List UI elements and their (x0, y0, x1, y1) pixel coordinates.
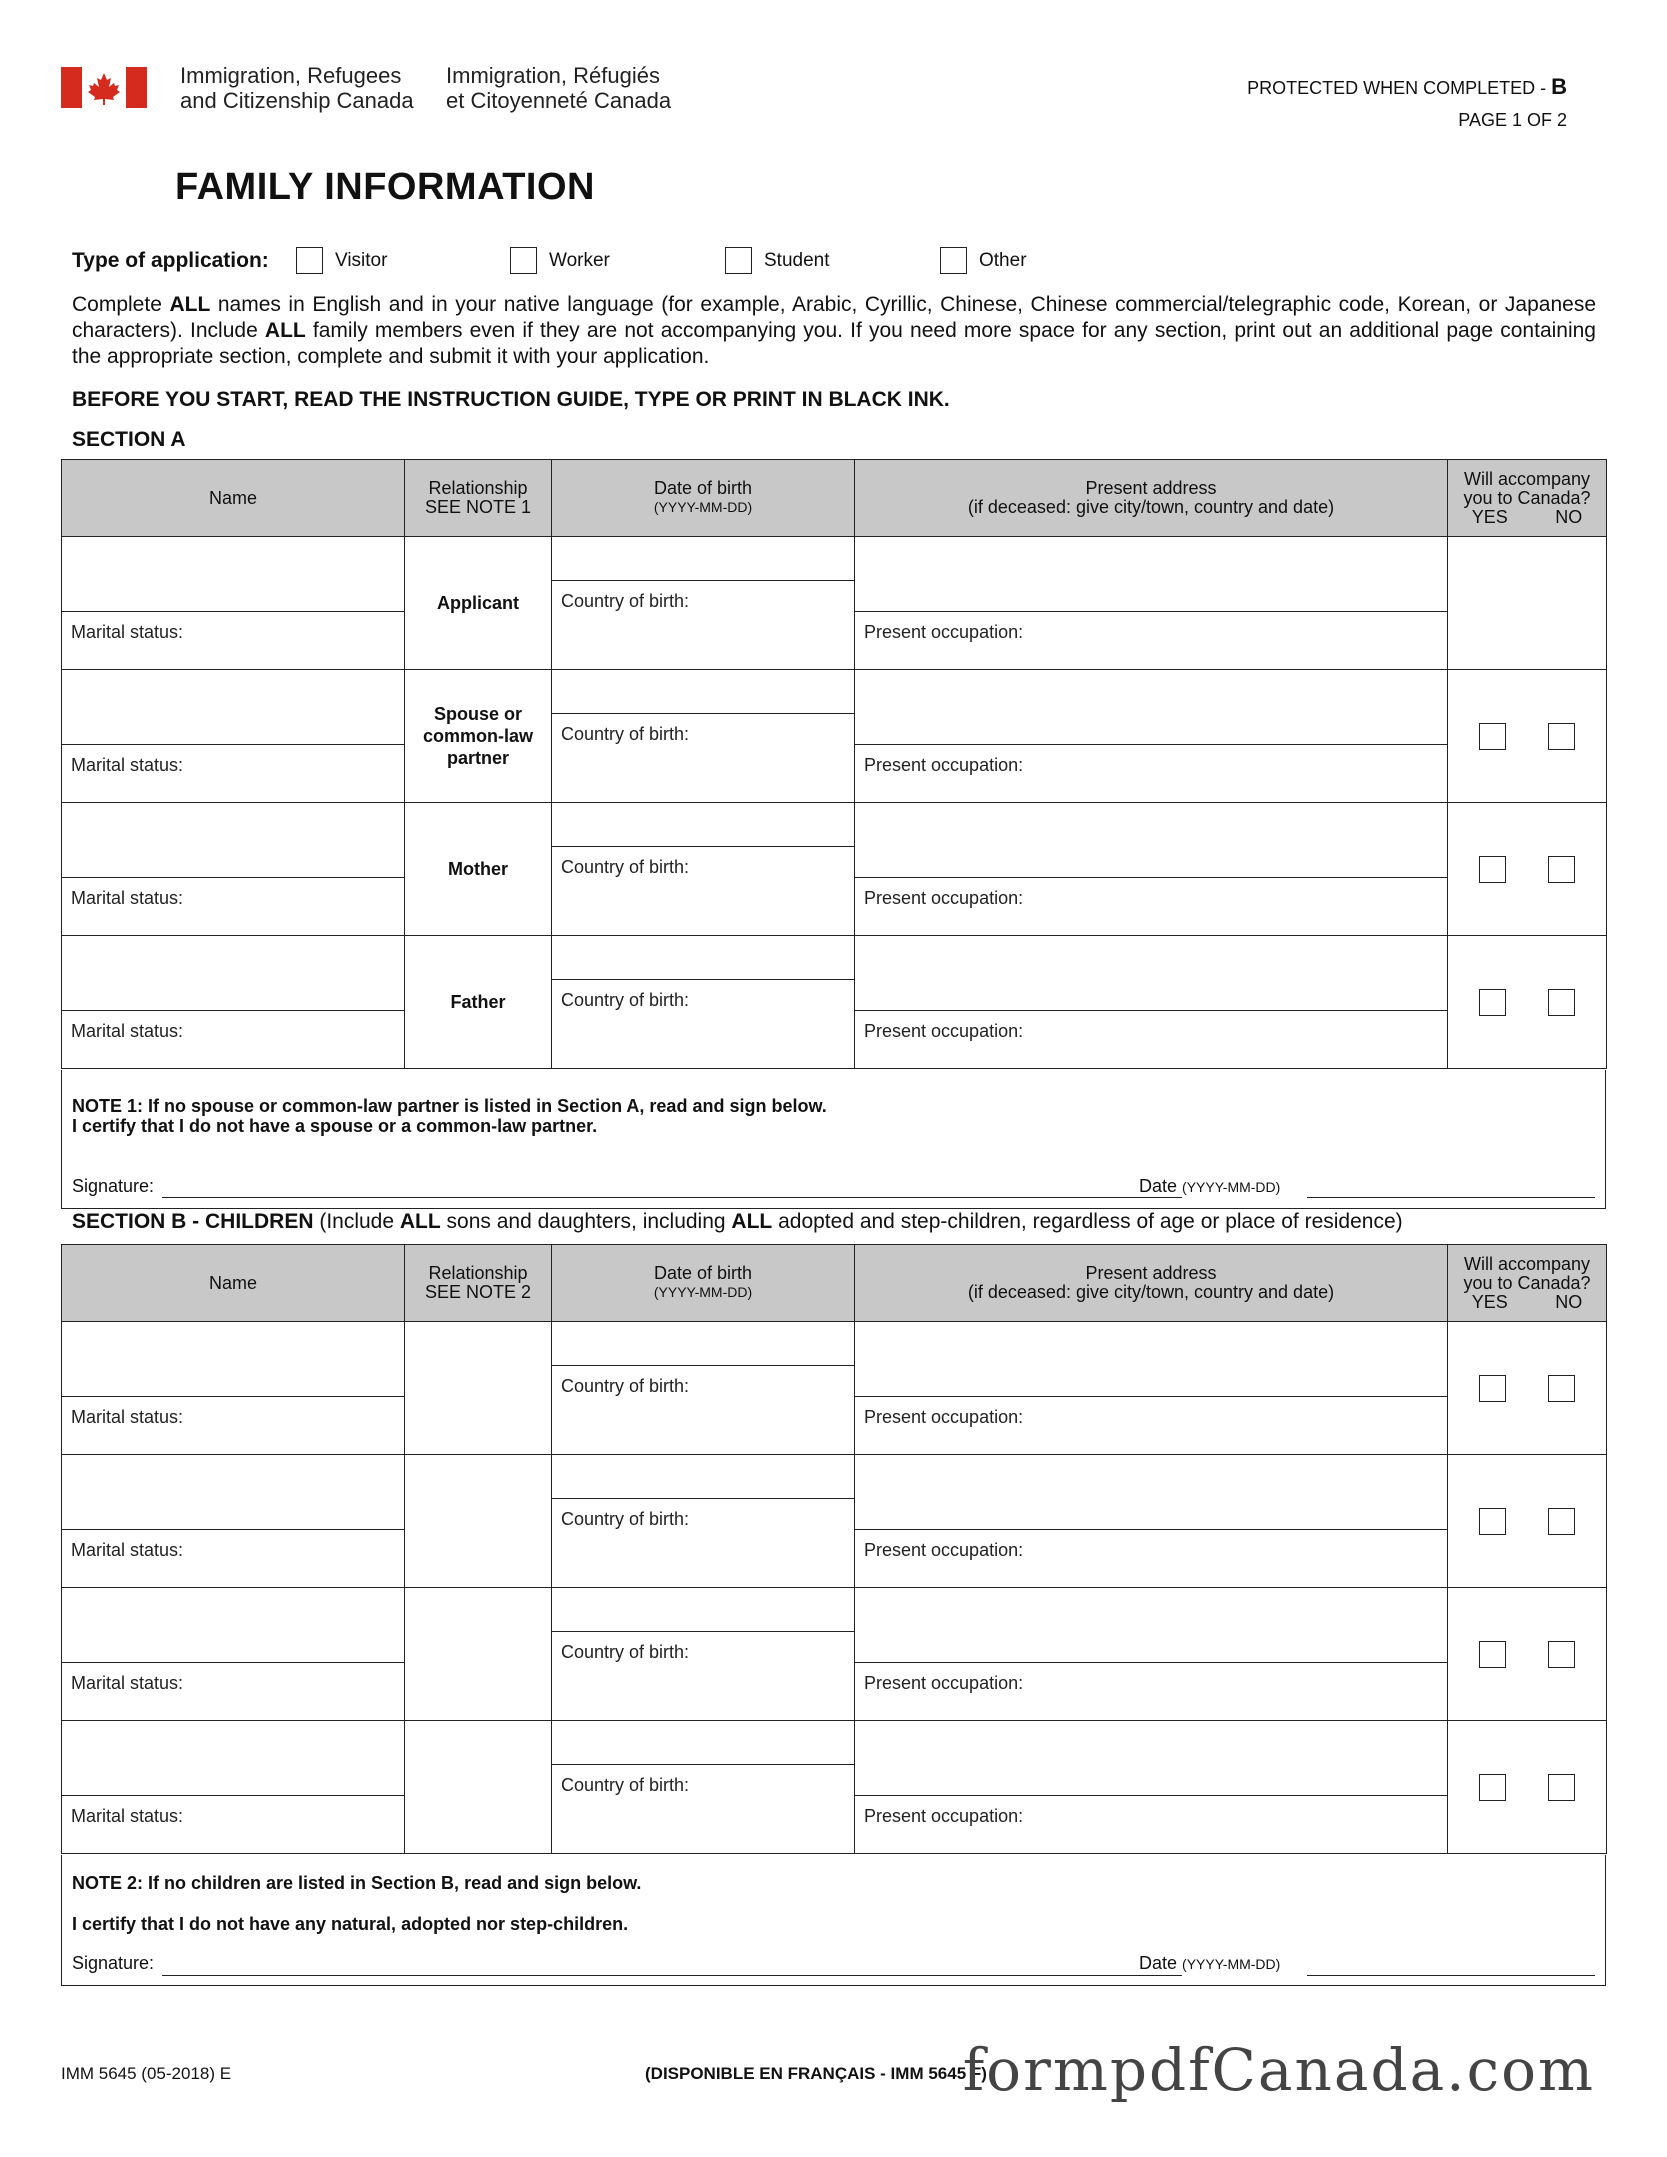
canada-flag-logo (61, 67, 147, 108)
marital-status-field[interactable]: Marital status: (71, 1540, 184, 1560)
signature-label: Signature: (72, 1953, 155, 1973)
address-input[interactable] (855, 1721, 1447, 1796)
relationship-header: Relationship (428, 478, 528, 498)
section-b-text: sons and daughters, including (440, 1210, 732, 1233)
present-occupation-field[interactable]: Present occupation: (864, 1540, 1024, 1560)
col-relationship (405, 1245, 552, 1322)
dob-input[interactable] (552, 537, 854, 581)
address-input[interactable] (855, 1322, 1447, 1397)
name-cell (62, 537, 405, 670)
dob-cell (552, 537, 855, 670)
protected-text: PROTECTED WHEN COMPLETED - (1247, 78, 1552, 98)
dept-fr-line2: et Citoyenneté Canada (446, 88, 672, 113)
no-checkbox[interactable] (1548, 723, 1575, 750)
present-occupation-field[interactable]: Present occupation: (864, 888, 1024, 908)
yes-checkbox[interactable] (1479, 856, 1506, 883)
dob-format: (YYYY-MM-DD) (653, 1284, 753, 1300)
worker-checkbox[interactable] (510, 247, 537, 274)
accompany-header-2: you to Canada? (1463, 487, 1591, 508)
marital-status-field[interactable]: Marital status: (71, 1806, 184, 1826)
section-b-emphasis: ALL (731, 1210, 773, 1233)
no-checkbox[interactable] (1548, 856, 1575, 883)
yes-label: YES (1471, 1291, 1508, 1312)
dob-input[interactable] (552, 1588, 854, 1632)
col-name: Name (62, 1245, 405, 1322)
present-occupation-field[interactable]: Present occupation: (864, 1806, 1024, 1826)
protected-notice (1247, 74, 1567, 100)
department-name-fr (446, 63, 671, 113)
accompany-cell (1448, 1588, 1607, 1721)
dob-input[interactable] (552, 936, 854, 980)
signature-label: Signature: (72, 1176, 155, 1196)
yes-checkbox[interactable] (1479, 1641, 1506, 1668)
dob-cell (552, 1588, 855, 1721)
address-header: Present address (1085, 478, 1217, 498)
address-note: (if deceased: give city/town, country and date) (967, 1282, 1335, 1302)
section-a-table (61, 459, 1607, 1069)
yes-checkbox[interactable] (1479, 1375, 1506, 1402)
name-cell (62, 1322, 405, 1455)
signature-line-2[interactable] (162, 1975, 1182, 1976)
table-row (62, 670, 1607, 803)
relationship-note: SEE NOTE 2 (424, 1282, 532, 1302)
date-format: (YYYY-MM-DD) (1182, 1956, 1281, 1972)
name-cell (62, 803, 405, 936)
col-address (855, 1245, 1448, 1322)
name-cell (62, 670, 405, 803)
dept-en-line1: Immigration, Refugees (180, 63, 402, 88)
accompany-header-2: you to Canada? (1463, 1272, 1591, 1293)
marital-status-field[interactable]: Marital status: (71, 888, 184, 908)
intro-paragraph (72, 292, 1596, 370)
table-row (62, 803, 1607, 936)
name-input[interactable] (62, 1455, 404, 1530)
signature-line-1[interactable] (162, 1197, 1182, 1198)
accompany-header: Will accompany (1463, 468, 1591, 489)
table-row (62, 1455, 1607, 1588)
country-of-birth-field[interactable]: Country of birth: (561, 1642, 690, 1662)
department-name-en (180, 63, 414, 113)
name-input[interactable] (62, 1721, 404, 1796)
table-row (62, 936, 1607, 1069)
marital-status-field[interactable]: Marital status: (71, 755, 184, 775)
student-label: Student (764, 249, 830, 271)
yes-checkbox[interactable] (1479, 1508, 1506, 1535)
present-occupation-field[interactable]: Present occupation: (864, 755, 1024, 775)
country-of-birth-field[interactable]: Country of birth: (561, 990, 690, 1010)
col-address (855, 460, 1448, 537)
address-cell (855, 936, 1448, 1069)
col-dob (552, 460, 855, 537)
dob-header: Date of birth (653, 478, 753, 498)
section-b-title: SECTION B - CHILDREN (72, 1210, 314, 1233)
col-accompany (1448, 1245, 1607, 1322)
col-relationship (405, 460, 552, 537)
student-checkbox[interactable] (725, 247, 752, 274)
page-title: FAMILY INFORMATION (175, 166, 595, 208)
application-type-label: Type of application: (72, 249, 269, 272)
accompany-cell (1448, 1322, 1607, 1455)
address-cell (855, 1322, 1448, 1455)
date-text: Date (1139, 1953, 1178, 1973)
present-occupation-field[interactable]: Present occupation: (864, 1407, 1024, 1427)
marital-status-field[interactable]: Marital status: (71, 1673, 184, 1693)
name-input[interactable] (62, 803, 404, 878)
present-occupation-field[interactable]: Present occupation: (864, 622, 1024, 642)
relationship-input[interactable] (405, 1322, 552, 1455)
country-of-birth-field[interactable]: Country of birth: (561, 591, 690, 611)
address-header: Present address (1085, 1263, 1217, 1283)
no-checkbox[interactable] (1548, 989, 1575, 1016)
option-worker[interactable] (510, 247, 610, 274)
intro-part: family members even if they are not accompanying you. If you need more space for any section, print out an additional page containing the appropriate section, complete and submit it with your application. (72, 319, 1596, 368)
country-of-birth-field[interactable]: Country of birth: (561, 1775, 690, 1795)
address-input[interactable] (855, 803, 1447, 878)
no-checkbox[interactable] (1548, 1641, 1575, 1668)
dob-cell (552, 1721, 855, 1854)
accompany-cell (1448, 1721, 1607, 1854)
dob-input[interactable] (552, 1455, 854, 1499)
section-b-table (61, 1244, 1607, 1854)
address-input[interactable] (855, 537, 1447, 612)
dob-cell (552, 670, 855, 803)
name-cell (62, 1588, 405, 1721)
relationship-cell: Father (405, 936, 552, 1069)
visitor-checkbox[interactable] (296, 247, 323, 274)
no-checkbox[interactable] (1548, 1375, 1575, 1402)
dob-cell (552, 936, 855, 1069)
marital-status-field[interactable]: Marital status: (71, 1407, 184, 1427)
dept-en-line2: and Citizenship Canada (180, 88, 414, 113)
marital-status-field[interactable]: Marital status: (71, 1021, 184, 1041)
table-row (62, 1721, 1607, 1854)
dob-input[interactable] (552, 803, 854, 847)
dept-fr-line1: Immigration, Réfugiés (446, 63, 660, 88)
date-label (1139, 1953, 1280, 1974)
intro-emphasis: ALL (264, 319, 306, 342)
yes-checkbox[interactable] (1479, 989, 1506, 1016)
option-visitor[interactable] (296, 247, 387, 274)
date-format: (YYYY-MM-DD) (1182, 1179, 1281, 1195)
accompany-cell (1448, 803, 1607, 936)
accompany-header: Will accompany (1463, 1253, 1591, 1274)
col-name: Name (62, 460, 405, 537)
section-a-heading: SECTION A (72, 428, 186, 451)
option-student[interactable] (725, 247, 830, 274)
intro-emphasis: ALL (169, 293, 211, 316)
accompany-cell (1448, 936, 1607, 1069)
relationship-cell (405, 670, 552, 803)
relationship-header: Relationship (428, 1263, 528, 1283)
dob-input[interactable] (552, 670, 854, 714)
note-2-box (61, 1855, 1606, 1986)
country-of-birth-field[interactable]: Country of birth: (561, 1376, 690, 1396)
intro-part: names in English and in your native language (for example, Arabic, Cyrillic, Chinese, Chinese commercial/telegraphic code, Korean, or Japanese characters). Include (72, 293, 1596, 342)
no-label: NO (1555, 506, 1583, 527)
date-text: Date (1139, 1176, 1178, 1196)
form-id: IMM 5645 (05-2018) E (61, 2064, 232, 2083)
intro-part: Complete (72, 293, 170, 316)
yes-checkbox[interactable] (1479, 723, 1506, 750)
relationship-cell: Mother (405, 803, 552, 936)
yes-label: YES (1471, 506, 1508, 527)
present-occupation-field[interactable]: Present occupation: (864, 1021, 1024, 1041)
section-b-text: (Include (313, 1210, 400, 1233)
visitor-label: Visitor (335, 249, 388, 271)
address-note: (if deceased: give city/town, country and date) (967, 497, 1335, 517)
address-cell (855, 803, 1448, 936)
name-cell (62, 936, 405, 1069)
table-row (62, 537, 1607, 670)
address-cell (855, 1455, 1448, 1588)
table-row (62, 1588, 1607, 1721)
note-2-certify: I certify that I do not have any natural, adopted nor step-children. (72, 1914, 629, 1934)
relationship-cell: Applicant (405, 537, 552, 670)
relationship-note: SEE NOTE 1 (424, 497, 532, 517)
dob-input[interactable] (552, 1322, 854, 1366)
relationship-label: Spouse or common-law partner (423, 704, 534, 768)
section-b-emphasis: ALL (399, 1210, 441, 1233)
name-input[interactable] (62, 537, 404, 612)
accompany-cell (1448, 670, 1607, 803)
note-1-text: NOTE 1: If no spouse or common-law partner is listed in Section A, read and sign below. (72, 1096, 827, 1116)
no-label: NO (1555, 1291, 1583, 1312)
name-input[interactable] (62, 936, 404, 1011)
address-input[interactable] (855, 1588, 1447, 1663)
section-b-heading (72, 1210, 1403, 1234)
address-input[interactable] (855, 670, 1447, 745)
dob-cell (552, 1455, 855, 1588)
accompany-cell (1448, 1455, 1607, 1588)
relationship-input[interactable] (405, 1721, 552, 1854)
name-cell (62, 1455, 405, 1588)
no-checkbox[interactable] (1548, 1508, 1575, 1535)
name-input[interactable] (62, 670, 404, 745)
dob-cell (552, 803, 855, 936)
other-checkbox[interactable] (940, 247, 967, 274)
other-label: Other (979, 249, 1027, 271)
address-cell (855, 1588, 1448, 1721)
marital-status-field[interactable]: Marital status: (71, 622, 184, 642)
option-other[interactable] (940, 247, 1027, 274)
note-1-box (61, 1070, 1606, 1209)
address-cell (855, 670, 1448, 803)
dob-format: (YYYY-MM-DD) (653, 499, 753, 515)
name-cell (62, 1721, 405, 1854)
no-checkbox[interactable] (1548, 1774, 1575, 1801)
french-availability: (DISPONIBLE EN FRANÇAIS - IMM 5645 F) (645, 2064, 987, 2083)
col-dob (552, 1245, 855, 1322)
worker-label: Worker (549, 249, 610, 271)
table-row (62, 1322, 1607, 1455)
dob-cell (552, 1322, 855, 1455)
date-label (1139, 1176, 1280, 1197)
note-2-text: NOTE 2: If no children are listed in Section B, read and sign below. (72, 1873, 642, 1893)
date-line-1[interactable] (1307, 1197, 1595, 1198)
accompany-cell (1448, 537, 1607, 670)
protected-level: B (1551, 74, 1567, 99)
name-input[interactable] (62, 1588, 404, 1663)
instruction-notice: BEFORE YOU START, READ THE INSTRUCTION GUIDE, TYPE OR PRINT IN BLACK INK. (72, 388, 950, 411)
note-1-certify: I certify that I do not have a spouse or a common-law partner. (72, 1116, 598, 1136)
relationship-input[interactable] (405, 1588, 552, 1721)
present-occupation-field[interactable]: Present occupation: (864, 1673, 1024, 1693)
col-accompany (1448, 460, 1607, 537)
watermark: formpdfCanada.com (962, 2036, 1595, 2104)
name-input[interactable] (62, 1322, 404, 1397)
country-of-birth-field[interactable]: Country of birth: (561, 724, 690, 744)
dob-input[interactable] (552, 1721, 854, 1765)
address-input[interactable] (855, 1455, 1447, 1530)
address-input[interactable] (855, 936, 1447, 1011)
address-cell (855, 537, 1448, 670)
date-line-2[interactable] (1307, 1975, 1595, 1976)
country-of-birth-field[interactable]: Country of birth: (561, 857, 690, 877)
yes-checkbox[interactable] (1479, 1774, 1506, 1801)
country-of-birth-field[interactable]: Country of birth: (561, 1509, 690, 1529)
page-number: PAGE 1 OF 2 (1458, 110, 1567, 130)
relationship-input[interactable] (405, 1455, 552, 1588)
section-b-text: adopted and step-children, regardless of age or place of residence) (772, 1210, 1403, 1233)
dob-header: Date of birth (653, 1263, 753, 1283)
address-cell (855, 1721, 1448, 1854)
